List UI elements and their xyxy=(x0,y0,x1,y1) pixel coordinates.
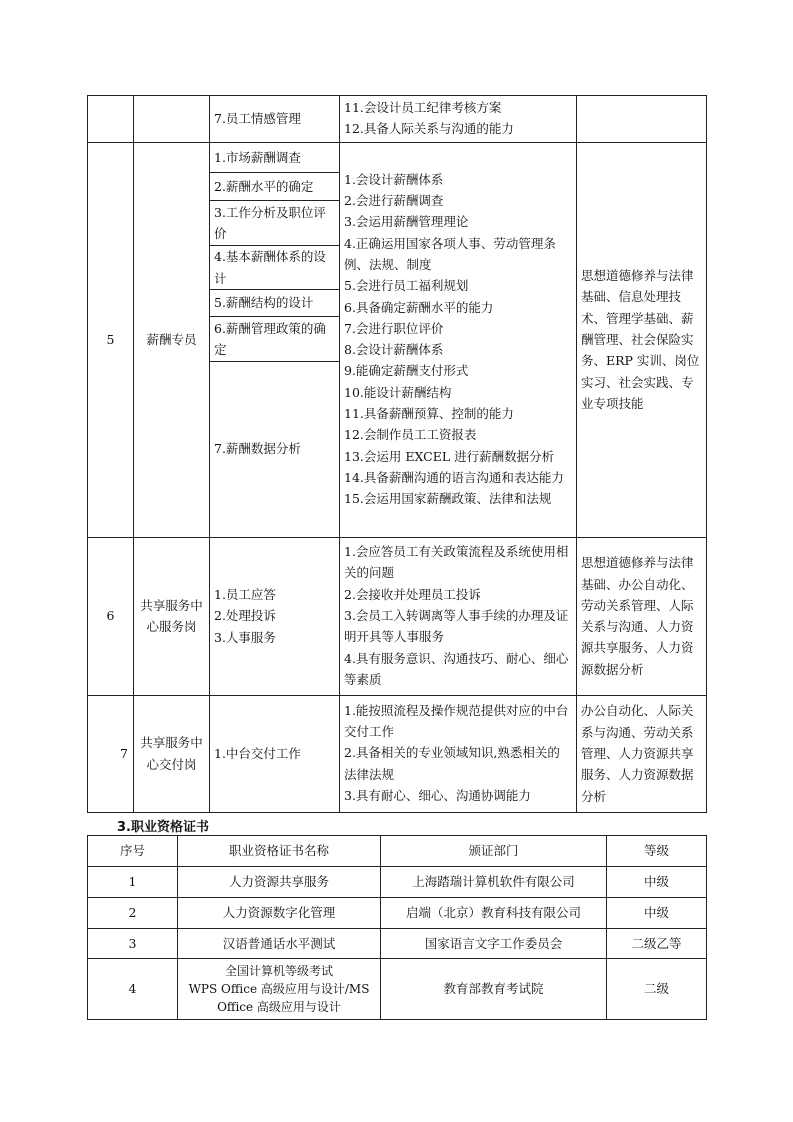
cert-dept: 上海踏瑞计算机软件有限公司 xyxy=(381,867,607,898)
post-name: 共享服务中心交付岗 xyxy=(134,695,210,812)
cert-name-line: 人力资源数字化管理 xyxy=(222,905,336,920)
post-name: 共享服务中心服务岗 xyxy=(134,537,210,695)
row-number: 7 xyxy=(88,695,134,812)
ability-item: 2.会接收并处理员工投诉 xyxy=(344,586,481,602)
ability-item: 3.会员工入转调离等人事手续的办理及证明开具等人事服务 xyxy=(344,607,569,645)
ability-item: 4.正确运用国家各项人事、劳动管理条例、法规、制度 xyxy=(344,235,556,272)
task-item: 1.中台交付工作 xyxy=(214,745,301,761)
ability-item: 1.会设计薪酬体系 xyxy=(344,171,444,187)
row-number: 5 xyxy=(88,142,134,537)
cert-name xyxy=(178,929,381,959)
ability-item: 3.会运用薪酬管理理论 xyxy=(344,214,469,230)
cert-dept: 国家语言文字工作委员会 xyxy=(381,929,607,959)
ability-item: 12.具备人际关系与沟通的能力 xyxy=(344,121,514,137)
table-row xyxy=(88,898,707,929)
job-table xyxy=(87,95,707,813)
course-cell: 办公自动化、人际关系与沟通、劳动关系管理、人力资源共享服务、人力资源数据分析 xyxy=(577,695,707,812)
ability-item: 14.具备薪酬沟通的语言沟通和表达能力 xyxy=(344,469,564,485)
cert-level: 中级 xyxy=(607,867,707,898)
ability-item: 2.会进行薪酬调查 xyxy=(344,193,444,209)
cert-section-heading: 3.职业资格证书 xyxy=(117,820,209,835)
post-name: 薪酬专员 xyxy=(134,142,210,537)
table-row xyxy=(88,959,707,1020)
task-cell xyxy=(210,96,340,143)
cert-dept: 教育部教育考试院 xyxy=(381,959,607,1020)
ability-cell xyxy=(340,695,577,812)
cert-name-line: 全国计算机等级考试 xyxy=(224,964,333,978)
ability-item: 12.会制作员工工资报表 xyxy=(344,427,477,443)
cert-level: 二级乙等 xyxy=(607,929,707,959)
column-header: 颁证部门 xyxy=(381,836,607,867)
task-item: 4.基本薪酬体系的设计 xyxy=(210,246,339,290)
task-item: 6.薪酬管理政策的确定 xyxy=(210,317,339,362)
task-item: 2.薪酬水平的确定 xyxy=(210,173,339,201)
cert-name-line: Office 高级应用与设计 xyxy=(217,1000,341,1014)
cert-name xyxy=(178,898,381,929)
ability-item: 3.具有耐心、细心、沟通协调能力 xyxy=(344,788,531,804)
ability-item: 8.会设计薪酬体系 xyxy=(344,342,444,358)
row-number xyxy=(88,96,134,143)
table-header-row xyxy=(88,836,707,867)
task-item: 3.工作分析及职位评价 xyxy=(210,201,339,246)
ability-item: 11.具备薪酬预算、控制的能力 xyxy=(344,405,514,421)
table-row xyxy=(88,142,707,537)
column-header: 等级 xyxy=(607,836,707,867)
cert-table xyxy=(87,835,707,1020)
ability-item: 5.会进行员工福利规划 xyxy=(344,278,469,294)
cert-number: 1 xyxy=(88,867,178,898)
ability-item: 15.会运用国家薪酬政策、法律和法规 xyxy=(344,491,552,507)
table-row xyxy=(88,929,707,959)
table-row xyxy=(88,867,707,898)
task-item: 3.人事服务 xyxy=(214,629,276,645)
cert-level: 二级 xyxy=(607,959,707,1020)
cert-name xyxy=(178,867,381,898)
ability-item: 10.能设计薪酬结构 xyxy=(344,384,452,400)
ability-item: 4.具有服务意识、沟通技巧、耐心、细心等素质 xyxy=(344,650,569,687)
task-item: 1.市场薪酬调查 xyxy=(210,143,339,173)
cert-name xyxy=(178,959,381,1020)
cert-name-line: WPS Office 高级应用与设计/MS xyxy=(188,982,370,996)
task-item: 7.员工情感管理 xyxy=(214,111,301,127)
cert-dept: 启端（北京）教育科技有限公司 xyxy=(381,898,607,929)
ability-item: 2.具备相关的专业领域知识,熟悉相关的法律法规 xyxy=(344,745,560,782)
ability-item: 7.会进行职位评价 xyxy=(344,320,444,336)
ability-item: 9.能确定薪酬支付形式 xyxy=(344,363,469,379)
task-cell xyxy=(210,537,340,695)
table-row xyxy=(88,96,707,143)
ability-item: 1.能按照流程及操作规范提供对应的中台交付工作 xyxy=(344,702,569,740)
ability-cell xyxy=(340,96,577,143)
course-cell xyxy=(577,96,707,143)
cert-level: 中级 xyxy=(607,898,707,929)
task-item: 5.薪酬结构的设计 xyxy=(210,290,339,317)
ability-item: 6.具备确定薪酬水平的能力 xyxy=(344,299,494,315)
column-header: 序号 xyxy=(88,836,178,867)
ability-item: 1.会应答员工有关政策流程及系统使用相关的问题 xyxy=(344,544,569,581)
course-cell: 思想道德修养与法律基础、办公自动化、劳动关系管理、人际关系与沟通、人力资源共享服务、人力资源数据分析 xyxy=(577,537,707,695)
ability-item: 13.会运用 EXCEL 进行薪酬数据分析 xyxy=(344,448,555,464)
cert-number: 2 xyxy=(88,898,178,929)
cert-number: 4 xyxy=(88,959,178,1020)
task-cell xyxy=(210,695,340,812)
task-item: 1.员工应答 xyxy=(214,587,276,603)
cert-name-line: 汉语普通话水平测试 xyxy=(222,935,336,951)
course-cell: 思想道德修养与法律基础、信息处理技术、管理学基础、薪酬管理、社会保险实务、ERP 实训、岗位实习、社会实践、专业专项技能 xyxy=(577,142,707,537)
ability-cell xyxy=(340,142,577,537)
table-row xyxy=(88,537,707,695)
ability-item: 11.会设计员工纪律考核方案 xyxy=(344,100,502,115)
task-item: 2.处理投诉 xyxy=(214,608,276,624)
ability-cell xyxy=(340,537,577,695)
column-header: 职业资格证书名称 xyxy=(178,836,381,867)
row-number: 6 xyxy=(88,537,134,695)
task-item: 7.薪酬数据分析 xyxy=(214,441,301,457)
post-name xyxy=(134,96,210,143)
cert-name-line: 人力资源共享服务 xyxy=(228,874,329,889)
task-cell xyxy=(210,142,340,537)
cert-number: 3 xyxy=(88,929,178,959)
table-row xyxy=(88,695,707,812)
